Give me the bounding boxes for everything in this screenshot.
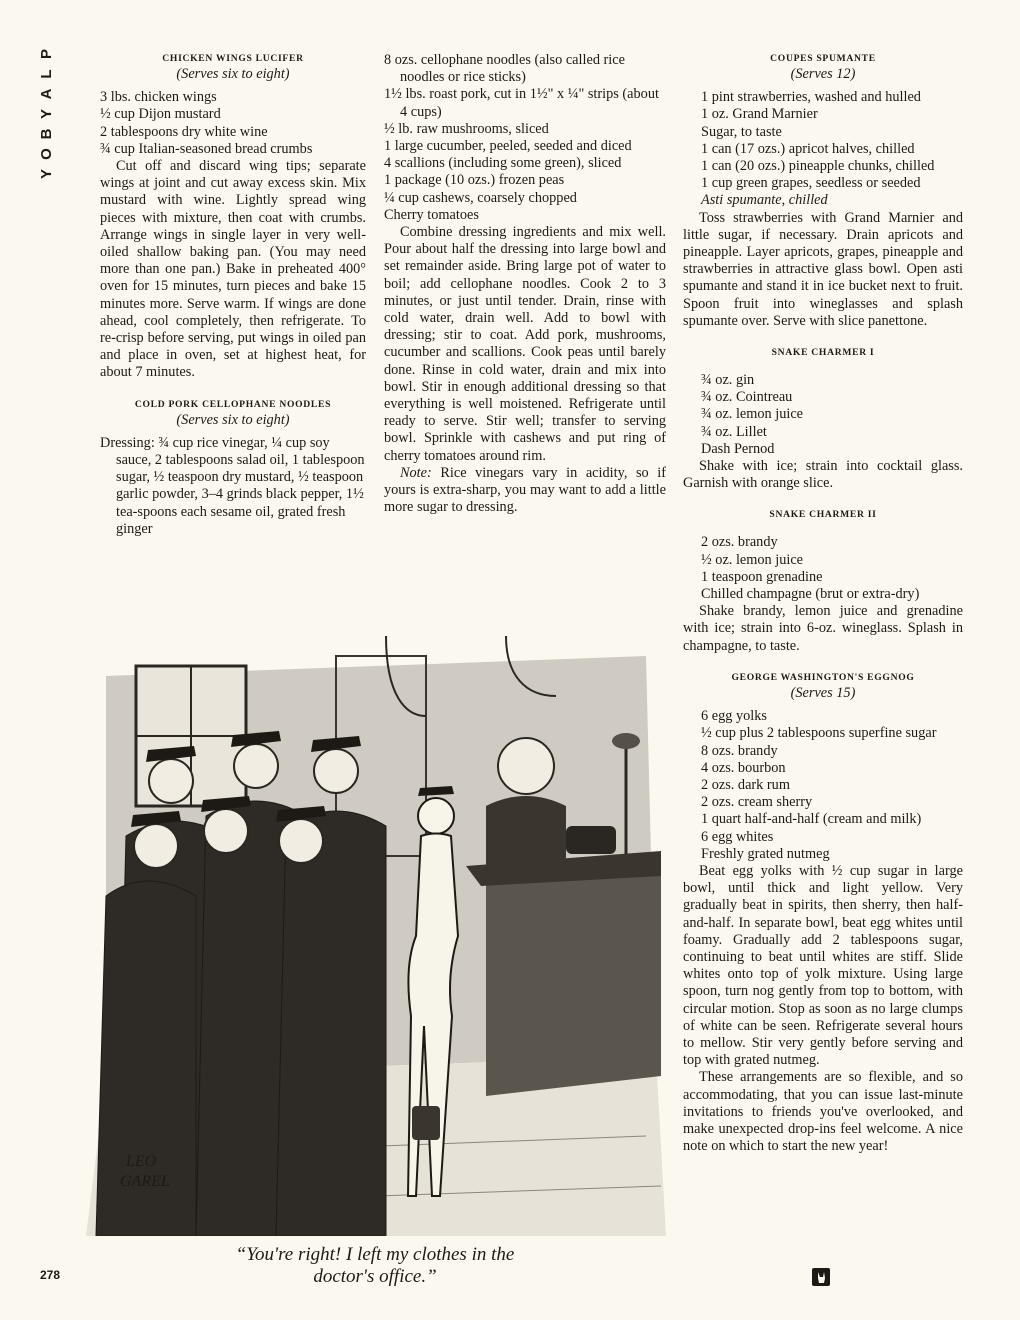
ingredient-line: 1½ lbs. roast pork, cut in 1½" x ¼" strips (about 4 cups): [384, 86, 659, 120]
recipe-method: Combine dressing ingredients and mix well. Pour about half the dressing into large bowl and set remainder aside. Bring large pot of water to boil; add cellophane noodles. Cook 2 to 3 minutes, or just until tender. Drain, rinse with cold water, drain well. Add to bowl with dressing; stir to coat. Add pork, mushrooms, cucumber and scallions. Cook peas until barely done. Rinse in cold water, drain and mix into bowl. Stir in enough additional dressing so that everything is well moistened. Refrigerate until ready to serve. Stir well; transfer to serving bowl. Sprinkle with cashews and put ring of cherry tomatoes around rim.: [384, 224, 666, 464]
ingredient-line: Dash Pernod: [701, 440, 775, 457]
running-head-letter: O: [38, 148, 55, 160]
ingredient-line: 1 pint strawberries, washed and hulled: [701, 89, 921, 106]
column-left: [100, 52, 366, 538]
ingredient-line: ¾ oz. lemon juice: [701, 406, 804, 423]
ingredient-line: ½ cup Dijon mustard: [100, 106, 221, 123]
cartoon-illustration: [86, 636, 666, 1236]
cartoonist-signature: LEO: [126, 1153, 157, 1170]
ingredient-line: 1 quart half-and-half (cream and milk): [701, 811, 922, 828]
ingredient-line: 1 large cucumber, peeled, seeded and diced: [384, 138, 632, 155]
ingredient-line: Chilled champagne (brut or extra-dry): [701, 586, 920, 603]
column-right: [683, 52, 963, 1155]
ingredient-line: 4 ozs. bourbon: [701, 759, 786, 776]
ingredient-line: ¼ cup cashews, coarsely chopped: [384, 189, 577, 206]
recipe-title: SNAKE CHARMER I: [771, 347, 875, 359]
running-head-letter: Y: [38, 109, 55, 120]
ingredient-line: 1 can (20 ozs.) pineapple chunks, chilled: [701, 158, 935, 175]
ingredient-line: Asti spumante, chilled: [701, 192, 828, 209]
closing-paragraph: These arrangements are so flexible, and so accommodating, that you can issue last-minute invitations to friends you've overlooked, and make unexpected drop-ins feel welcome. A nice note on which to start the new year!: [683, 1069, 963, 1155]
ingredient-line: 2 tablespoons dry white wine: [100, 123, 268, 140]
recipe-serves: (Serves 12): [790, 66, 856, 82]
ingredient-line: 6 egg whites: [701, 828, 774, 845]
running-head: [34, 44, 60, 184]
bunny-end-mark-icon: [812, 1268, 830, 1286]
running-head-letter: A: [38, 88, 55, 100]
ingredient-line: 8 ozs. cellophane noodles (also called rice noodles or rice sticks): [384, 52, 625, 86]
column-middle: [384, 52, 666, 516]
recipe-serves: (Serves six to eight): [176, 66, 290, 82]
ingredient-line: ¾ cup Italian-seasoned bread crumbs: [100, 140, 313, 157]
ingredient-line: ½ cup plus 2 tablespoons superfine sugar: [701, 725, 937, 742]
recipe-serves: (Serves 15): [790, 684, 856, 701]
ingredient-line: 3 lbs. chicken wings: [100, 89, 217, 106]
recipe-title: SNAKE CHARMER II: [769, 509, 877, 521]
ingredient-line: ½ oz. lemon juice: [701, 551, 804, 568]
note-text: Rice vinegars vary in acidity, so if yours is extra-sharp, you may want to add a little more sugar to dressing.: [384, 464, 666, 516]
recipe-method: Cut off and discard wing tips; separate wings at joint and cut away excess skin. Mix mustard with wine. Lightly spread wing pieces with mixture, then coat with crumbs. Arrange wings in single layer in very well-oiled shallow baking pan. (You may need more than one pan.) Bake in preheated 400° oven for 15 minutes, turn pieces and bake 15 minutes more. Serve warm. If wings are done ahead, cool completely, then refrigerate. To re-crisp before serving, put wings in oiled pan and place in oven, set at highest heat, for about 7 minutes.: [100, 158, 366, 381]
running-head-letter: P: [38, 49, 55, 60]
ingredient-line: ¾ oz. Cointreau: [701, 389, 793, 406]
ingredient-line: 1 can (17 ozs.) apricot halves, chilled: [701, 140, 915, 157]
ingredient-line: 6 egg yolks: [701, 708, 767, 725]
ingredient-line: 2 ozs. cream sherry: [701, 794, 813, 811]
ingredient-line: Freshly grated nutmeg: [701, 845, 830, 862]
dressing-line: Dressing: ¾ cup rice vinegar, ¼ cup soy sauce, 2 tablespoons salad oil, 1 tablespoon sugar, ½ teaspoon dry mustard, ½ teaspoon garlic powder, 3–4 grinds black pepper, 1½ tea-spoons each sesame oil, grated fresh ginger: [100, 434, 365, 537]
cartoonist-signature: GAREL: [120, 1173, 170, 1190]
recipe-method: Shake brandy, lemon juice and grenadine with ice; strain into 6-oz. wineglass. Splash in champagne, to taste.: [683, 603, 963, 654]
ingredient-line: 1 package (10 ozs.) frozen peas: [384, 172, 565, 189]
ingredient-line: 4 scallions (including some green), sliced: [384, 155, 622, 172]
ingredient-line: Sugar, to taste: [701, 123, 782, 140]
ingredient-line: 2 ozs. dark rum: [701, 776, 790, 793]
running-head-letter: Y: [38, 169, 55, 180]
recipe-title: COUPES SPUMANTE: [770, 53, 876, 64]
ingredient-line: 1 teaspoon grenadine: [701, 568, 823, 585]
page-number: 278: [40, 1268, 61, 1282]
note-lead: Note:: [400, 464, 432, 481]
cartoon-caption: “You're right! I left my clothes in the doctor's office.”: [235, 1244, 515, 1287]
ingredient-line: ¾ oz. Lillet: [701, 423, 767, 440]
ingredient-line: ½ lb. raw mushrooms, sliced: [384, 120, 549, 137]
ingredient-line: 2 ozs. brandy: [701, 534, 778, 551]
ingredient-line: 8 ozs. brandy: [701, 742, 778, 759]
recipe-note: [384, 465, 666, 517]
ingredient-line: ¾ oz. gin: [701, 372, 755, 389]
ingredient-line: 1 cup green grapes, seedless or seeded: [701, 175, 921, 192]
running-head-letter: B: [38, 128, 55, 140]
ingredient-line: 1 oz. Grand Marnier: [701, 106, 818, 123]
recipe-method: Toss strawberries with Grand Marnier and little sugar, if necessary. Drain apricots and pineapple. Layer apricots, grapes, pineapple and strawberries in attractive glass bowl. Open asti spumante and stand it in ice bucket next to fruit. Spoon fruit into wineglasses and splash spumante over. Serve with slice panettone.: [683, 209, 963, 329]
recipe-method: Shake with ice; strain into cocktail glass. Garnish with orange slice.: [683, 458, 963, 492]
recipe-title: GEORGE WASHINGTON'S EGGNOG: [731, 671, 915, 683]
recipe-serves: (Serves six to eight): [176, 411, 290, 428]
recipe-title: COLD PORK CELLOPHANE NOODLES: [134, 398, 332, 410]
recipe-method: Beat egg yolks with ½ cup sugar in large bowl, until thick and light yellow. Very gradually beat in spirits, then sherry, then half-and-half. In separate bowl, beat egg whites until foamy. Gradually add 2 tablespoons sugar, continuing to beat until whites are stiff. Slide whites onto top of yolk mixture. Using large spoon, turn nog gently from top to bottom, with circular motion. Stop as soon as no large clumps of white can be seen. Refrigerate several hours to mellow. Stir very gently before serving and top with grated nutmeg.: [683, 862, 963, 1069]
recipe-title: CHICKEN WINGS LUCIFER: [162, 53, 304, 64]
running-head-letter: L: [38, 69, 55, 79]
ingredient-line: Cherry tomatoes: [384, 206, 479, 223]
